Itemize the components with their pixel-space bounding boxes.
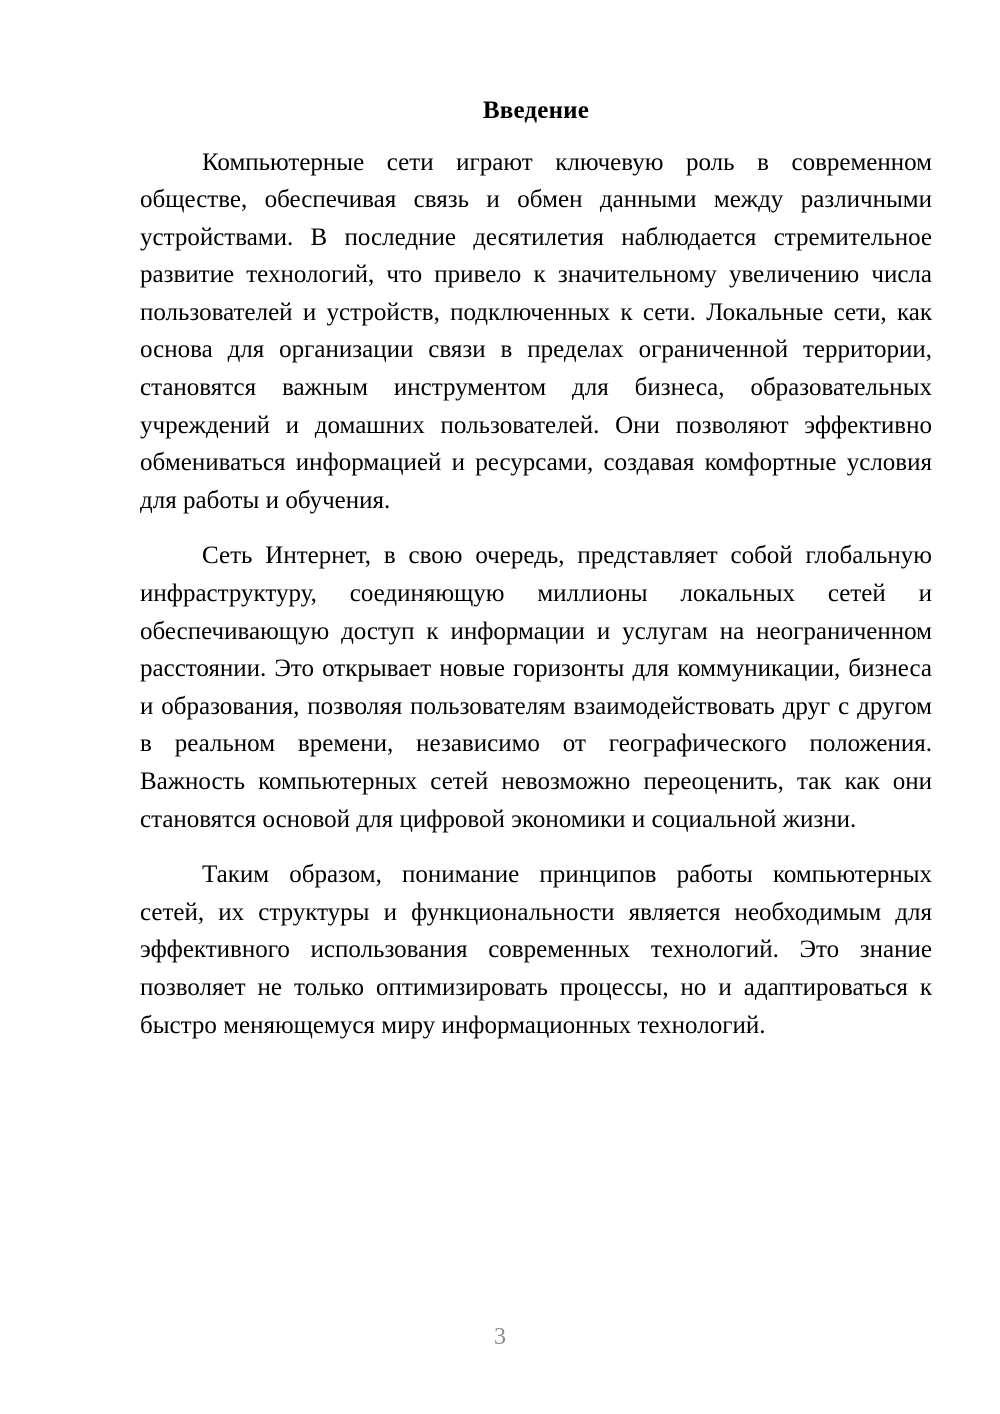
body-paragraph: Сеть Интернет, в свою очередь, представляет собой глобальную инфраструктуру, соединяющую миллионы локальных сетей и обеспечивающую доступ к информации и услугам на неограниченном расстоянии. Это открывает новые горизонты для коммуникации, бизнеса и образования, позволяя пользователям взаимодействовать друг с другом в реальном времени, независимо от географического положения. Важность компьютерных сетей невозможно переоценить, так как они становятся основой для цифровой экономики и социальной жизни. (140, 542, 932, 833)
page-content (140, 92, 932, 1044)
page-title: Введение (482, 97, 590, 124)
page-number: 3 (494, 1324, 506, 1350)
body-paragraph: Таким образом, понимание принципов работы компьютерных сетей, их структуры и функциональности является необходимым для эффективного использования современных технологий. Это знание позволяет не только оптимизировать процессы, но и адаптироваться к быстро меняющемуся миру информационных технологий. (140, 861, 932, 1039)
body-paragraph: Компьютерные сети играют ключевую роль в современном обществе, обеспечивая связь и обмен данными между различными устройствами. В последние десятилетия наблюдается стремительное развитие технологий, что привело к значительному увеличению числа пользователей и устройств, подключенных к сети. Локальные сети, как основа для организации связи в пределах ограниченной территории, становятся важным инструментом для бизнеса, образовательных учреждений и домашних пользователей. Они позволяют эффективно обмениваться информацией и ресурсами, создавая комфортные условия для работы и обучения. (140, 148, 932, 514)
